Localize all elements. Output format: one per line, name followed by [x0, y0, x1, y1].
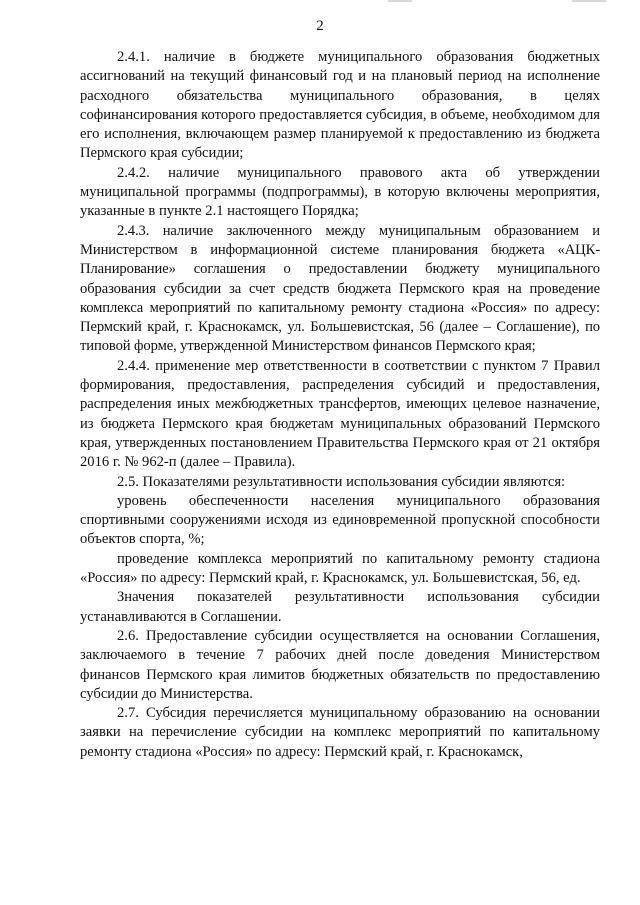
paragraph-2-6: 2.6. Предоставление субсидии осуществляется на основании Соглашения, заключаемого в течение 7 рабочих дней после доведения Министерством финансов Пермского края лимитов бюджетных обязательств по предоставлению субсидии до Министерства. — [80, 627, 600, 702]
paragraph-indicator-2: проведение комплекса мероприятий по капитальному ремонту стадиона «Россия» по адресу: Пермский край, г. Краснокамск, ул. Большевистская, 56, ед. — [80, 550, 600, 587]
paragraph-2-7: 2.7. Субсидия перечисляется муниципальному образованию на основании заявки на перечисление субсидии на комплекс мероприятий по капитальному ремонту стадиона «Россия» по адресу: Пермский край, г. Краснокамск, — [80, 705, 600, 760]
document-body — [80, 48, 600, 762]
paragraph-2-4-4: 2.4.4. применение мер ответственности в соответствии с пунктом 7 Правил формирования, предоставления, распределения субсидий и предоставления, распределения иных межбюджетных трансфертов, имеющих целевое назначение, из бюджета Пермского края бюджетам муниципальных образований Пермского края, утвержденных постановлением Правительства Пермского края от 21 октября 2016 г. № 962-п (далее – Правила). — [80, 357, 600, 471]
paragraph-indicator-1: уровень обеспеченности населения муниципального образования спортивными сооружениями исходя из единовременной пропускной способности объектов спорта, %; — [80, 492, 600, 548]
scan-artifact — [572, 0, 606, 2]
paragraph-2-5: 2.5. Показателями результативности использования субсидии являются: — [117, 473, 566, 490]
paragraph-2-4-3: 2.4.3. наличие заключенного между муниципальным образованием и Министерством в информационной системе планирования бюджета «АЦК-Планирование» соглашения о предоставлении бюджету муниципального образования субсидии за счет средств бюджета Пермского края на проведение комплекса мероприятий по капитальному ремонту стадиона «Россия» по адресу: Пермский край, г. Краснокамск, ул. Большевистская, 56 (далее – Соглашение), по типовой форме, утвержденной Министерством финансов Пермского края; — [80, 222, 600, 355]
page-number: 2 — [316, 18, 324, 34]
paragraph-2-4-2: 2.4.2. наличие муниципального правового акта об утверждении муниципальной программы (подпрограммы), в которую включены мероприятия, указанные в пункте 2.1 настоящего Порядка; — [80, 164, 600, 220]
scan-artifact — [388, 0, 412, 2]
paragraph-2-4-1: 2.4.1. наличие в бюджете муниципального образования бюджетных ассигнований на текущий финансовый год и на плановый период на исполнение расходного обязательства муниципального образования, в целях софинансирования которого предоставляется субсидия, в объеме, необходимом для его исполнения, включающем размер планируемой к предоставлению из бюджета Пермского края субсидии; — [80, 49, 600, 162]
paragraph-indicator-values: Значения показателей результативности использования субсидии устанавливаются в Соглашении. — [80, 589, 600, 625]
